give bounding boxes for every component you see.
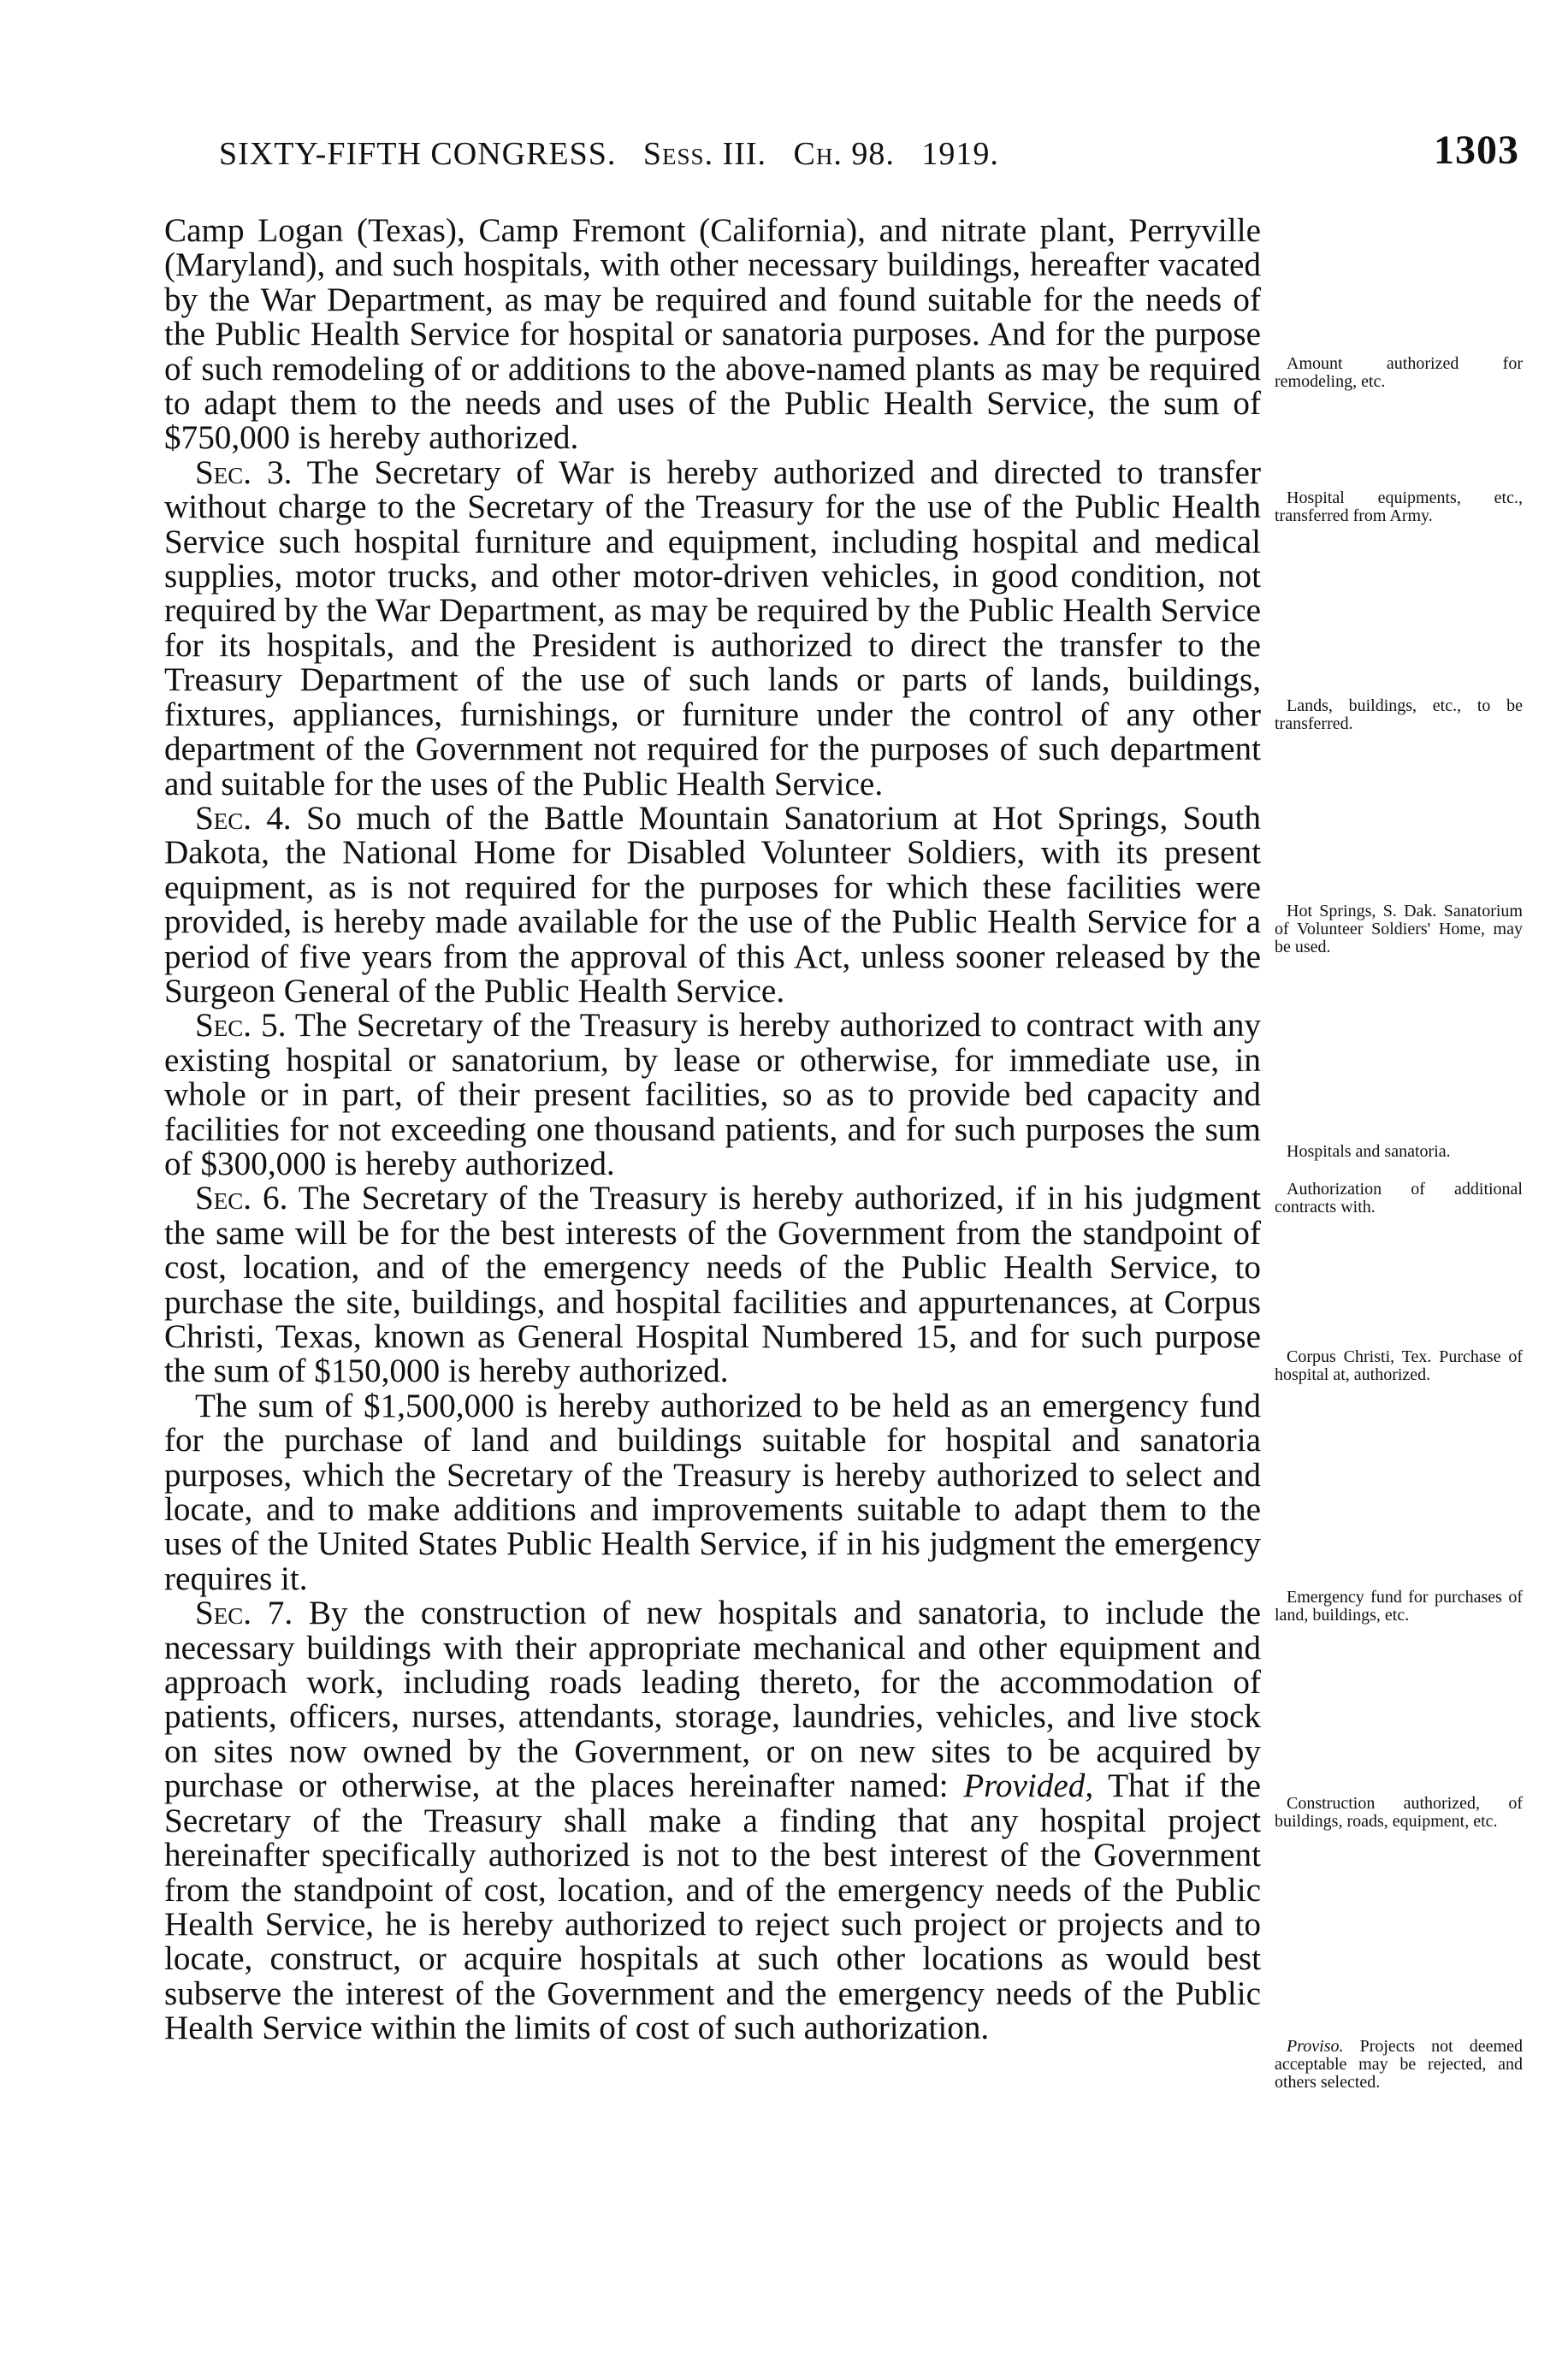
section-4-text: So much of the Battle Mountain Sanatorium at Hot Springs, South Dakota, the National Home for Disabled Volunteer Soldiers, with its present equipment, as is not required for the purposes for which these facilities were provided, is hereby made available for the use of the Public Health Service for a period of five years from the approval of this Act, unless sooner released by the Surgeon General of the Public Health Service. bbox=[164, 799, 1261, 1009]
section-7-label: Sec. 7. bbox=[195, 1595, 293, 1632]
section-5-text: The Secretary of the Treasury is hereby authorized to contract with any existing hospital or sanatorium, by lease or otherwise, for immediate use, in whole or in part, of their present facilities, so as to provide bed capacity and facilities for not exceeding one thousand patients, and for such purposes the sum of $300,000 is hereby authorized. bbox=[164, 1007, 1262, 1182]
margin-note-proviso-label: Proviso. bbox=[1287, 2037, 1344, 2056]
section-3-text: The Secretary of War is hereby authorized and directed to transfer without charge to the Secretary of the Treasury for the use of the Public Health Service such hospital furniture and equipment, including hospital and medical supplies, motor trucks, and other motor-driven vehicles, in good condition, not required by the War Department, as may be required by the Public Health Service for its hospitals, and the President is authorized to direct the transfer to the Treasury Department of the use of such lands or parts of lands, buildings, fixtures, appliances, furnishings, or furniture under the control of any other department of the Government not required for the purposes of such department and suitable for the uses of the Public Health Service. bbox=[164, 453, 1261, 802]
margin-note-emergency-fund: Emergency fund for purchases of land, buildings, etc. bbox=[1275, 1588, 1523, 1625]
margin-note-hospitals-sanatoria: Hospitals and sanatoria. bbox=[1287, 1142, 1451, 1161]
header-year: 1919. bbox=[921, 136, 999, 172]
margin-note-additional-contracts: Authorization of additional contracts with. bbox=[1275, 1180, 1523, 1217]
page-number: 1303 bbox=[1434, 127, 1519, 173]
margin-note-hot-springs: Hot Springs, S. Dak. Sanatorium of Volunteer Soldiers' Home, may be used. bbox=[1275, 902, 1523, 956]
section-6 bbox=[164, 1181, 1261, 1388]
paragraph-emergency-fund: The sum of $1,500,000 is hereby authorized to be held as an emergency fund for the purchase of land and buildings suitable for hospital and sanatoria purposes, which the Secretary of the Treasury is hereby authorized to select and locate, and to make additions and improvements suitable to adapt them to the uses of the United States Public Health Service, if in his judgment the emergency requires it. bbox=[164, 1387, 1261, 1597]
running-header bbox=[219, 127, 1519, 186]
margin-note-proviso bbox=[1275, 2038, 1523, 2092]
section-6-text: The Secretary of the Treasury is hereby authorized, if in his judgment the same will be for the best interests of the Government from the standpoint of cost, location, and of the emergency needs of the Public Health Service, to purchase the site, buildings, and hospital facilities and appurtenances, at Corpus Christi, Texas, known as General Hospital Numbered 15, and for such purpose the sum of $150,000 is hereby authorized. bbox=[164, 1180, 1262, 1390]
section-3-label: Sec. 3. bbox=[195, 453, 293, 491]
margin-note-lands: Lands, buildings, etc., to be transferred. bbox=[1275, 696, 1523, 733]
margin-note-construction: Construction authorized, of buildings, roads, equipment, etc. bbox=[1275, 1794, 1523, 1831]
section-7 bbox=[164, 1596, 1261, 2045]
header-chapter: Ch. 98. bbox=[793, 136, 895, 172]
section-7-provided: Provided, bbox=[963, 1767, 1094, 1805]
header-title-line bbox=[219, 135, 999, 173]
section-7-text-b: That if the Secretary of the Treasury shall make a finding that any hospital project hereinafter specifically authorized is not to the best interest of the Government from the standpoint of cost, location, and of the emergency needs of the Public Health Service, he is hereby authorized to reject such project or projects and to locate, construct, or acquire hospitals at such other locations as would best subserve the interest of the Government and the emergency needs of the Public Health Service within the limits of cost of such authorization. bbox=[164, 1767, 1262, 2047]
section-5-label: Sec. 5. bbox=[195, 1007, 287, 1045]
main-text-column bbox=[164, 214, 1261, 2046]
margin-note-remodeling: Amount authorized for remodeling, etc. bbox=[1275, 354, 1523, 391]
header-congress: SIXTY-FIFTH CONGRESS. bbox=[219, 136, 617, 172]
section-4-label: Sec. 4. bbox=[195, 799, 292, 837]
section-4 bbox=[164, 799, 1261, 1009]
section-7-text-a: By the construction of new hospitals and sanatoria, to include the necessary buildings with their appropriate mechanical and other equipment and approach work, including roads leading thereto, for the accommodation of patients, officers, nurses, attendants, storage, laundries, vehicles, and live stock on sites now owned by the Government, or on new sites to be acquired by purchase or otherwise, at the places hereinafter named: bbox=[164, 1595, 1261, 1805]
margin-note-hospital-equipment: Hospital equipments, etc., transferred from Army. bbox=[1275, 488, 1523, 525]
paragraph-continuation: Camp Logan (Texas), Camp Fremont (California), and nitrate plant, Perryville (Maryland), and such hospitals, with other necessary buildings, hereafter vacated by the War Department, as may be required and found suitable for the needs of the Public Health Service for hospital or sanatoria purposes. And for the purpose of such remodeling of or additions to the above-named plants as may be required to adapt them to the needs and uses of the Public Health Service, the sum of $750,000 is hereby authorized. bbox=[164, 212, 1261, 457]
header-session: Sess. III. bbox=[642, 136, 767, 172]
section-5 bbox=[164, 1009, 1261, 1181]
margin-note-corpus-christi: Corpus Christi, Tex. Purchase of hospital at, authorized. bbox=[1275, 1347, 1523, 1384]
section-6-label: Sec. 6. bbox=[195, 1180, 288, 1217]
margin-note-proviso-text: Projects not deemed acceptable may be rejected, and others selected. bbox=[1275, 2037, 1523, 2092]
section-3 bbox=[164, 453, 1261, 802]
